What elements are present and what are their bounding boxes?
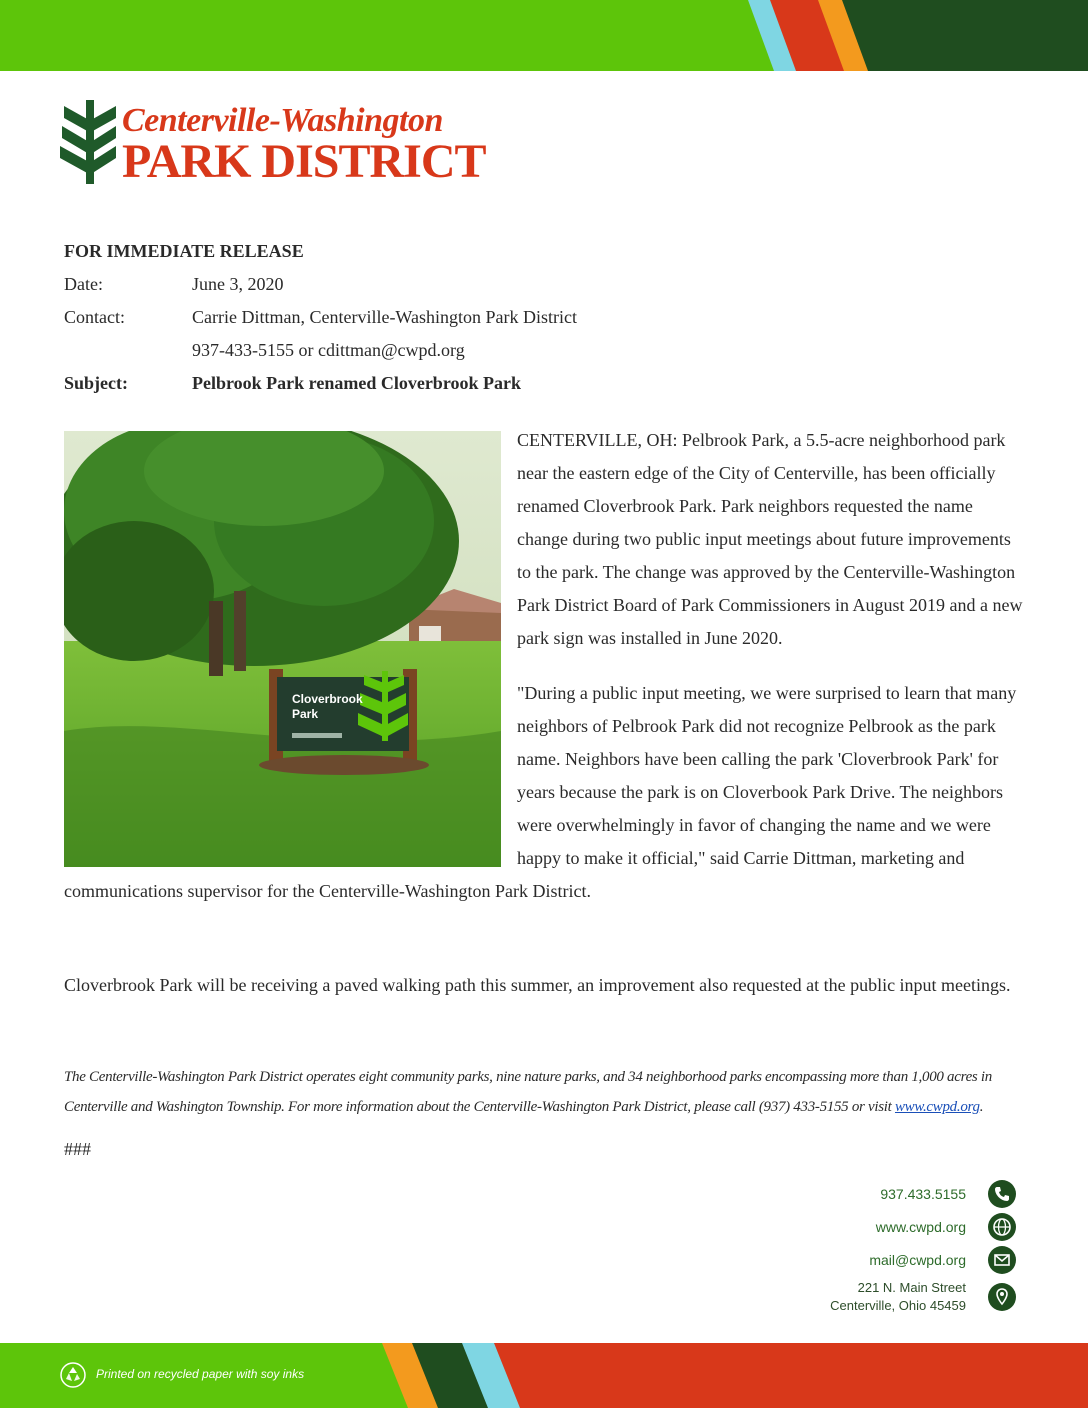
website-link[interactable]: www.cwpd.org xyxy=(894,1099,980,1115)
email-row xyxy=(830,1246,1016,1279)
location-pin-icon xyxy=(988,1283,1016,1311)
paragraph-2: "During a public input meeting, we were surprised to learn that many neighbors of Pelbrook Park did not recognize Pelbrook as the park name. Neighbors have been calling the park 'Cloverbrook Park' for years because the park is on Cloverbook Park Drive. The neighbors were overwhelmingly in favor of changing the name and we were happy to make it official," said Carrie Dittman, marketing and communications supervisor for the Centerville-Washington Park District. xyxy=(64,683,1017,901)
top-color-band xyxy=(0,0,1088,71)
press-release-body xyxy=(64,424,1026,930)
date-row xyxy=(64,270,577,303)
contact-value-2: 937-433-5155 or cdittman@cwpd.org xyxy=(192,340,465,360)
date-label: Date: xyxy=(64,274,103,294)
phone-row xyxy=(830,1180,1016,1213)
sign-line-2: Park xyxy=(292,707,319,721)
phone-number[interactable]: 937.433.5155 xyxy=(880,1186,966,1202)
tree-icon xyxy=(58,100,120,184)
web-row xyxy=(830,1213,1016,1246)
website[interactable]: www.cwpd.org xyxy=(875,1219,966,1235)
end-marker: ### xyxy=(64,1139,91,1159)
sign-line-1: Cloverbrook xyxy=(292,692,363,706)
logo-line-2: PARK DISTRICT xyxy=(122,135,486,188)
subject-label: Subject: xyxy=(64,373,128,393)
release-metadata xyxy=(64,237,577,402)
contact-value: Carrie Dittman, Centerville-Washington Park District xyxy=(192,307,577,327)
about-text: The Centerville-Washington Park District operates eight community parks, nine nature parks, and 34 neighborhood parks encompassing more than 1,000 acres in Centerville and Washington Township. For more information about the Centerville-Washington Park District, please call (937) 433-5155 or visit xyxy=(64,1069,992,1115)
recycle-icon xyxy=(60,1362,86,1388)
phone-icon xyxy=(988,1180,1016,1208)
date-value: June 3, 2020 xyxy=(192,274,284,294)
release-heading: FOR IMMEDIATE RELEASE xyxy=(64,241,304,261)
about-boilerplate xyxy=(64,1062,1028,1122)
contact-block xyxy=(830,1180,1016,1319)
recycled-paper-note: Printed on recycled paper with soy inks xyxy=(96,1367,305,1381)
logo-line-1: Centerville-Washington xyxy=(122,102,443,139)
subject-value: Pelbrook Park renamed Cloverbrook Park xyxy=(192,373,521,393)
globe-icon xyxy=(988,1213,1016,1241)
address-line-2: Centerville, Ohio 45459 xyxy=(830,1298,966,1313)
paragraph-1: CENTERVILLE, OH: Pelbrook Park, a 5.5-acre neighborhood park near the eastern edge of the City of Centerville, has been officially renamed Cloverbrook Park. Park neighbors requested the name change during two public input meetings about future improvements to the park. The change was approved by the Centerville-Washington Park District Board of Park Commissioners in August 2019 and a new park sign was installed in June 2020. xyxy=(517,430,1023,648)
contact-label: Contact: xyxy=(64,307,125,327)
address-row xyxy=(830,1279,1016,1319)
subject-row xyxy=(64,369,577,402)
address-line-1: 221 N. Main Street xyxy=(857,1280,966,1295)
email[interactable]: mail@cwpd.org xyxy=(869,1252,966,1268)
contact-row xyxy=(64,303,577,336)
about-suffix: . xyxy=(979,1099,984,1115)
paragraph-3: Cloverbrook Park will be receiving a paved walking path this summer, an improvement also requested at the public input meetings. xyxy=(64,975,1011,995)
contact-row-2 xyxy=(64,336,577,369)
mail-icon xyxy=(988,1246,1016,1274)
photo-spacer xyxy=(64,424,517,873)
park-district-logo xyxy=(58,100,518,190)
